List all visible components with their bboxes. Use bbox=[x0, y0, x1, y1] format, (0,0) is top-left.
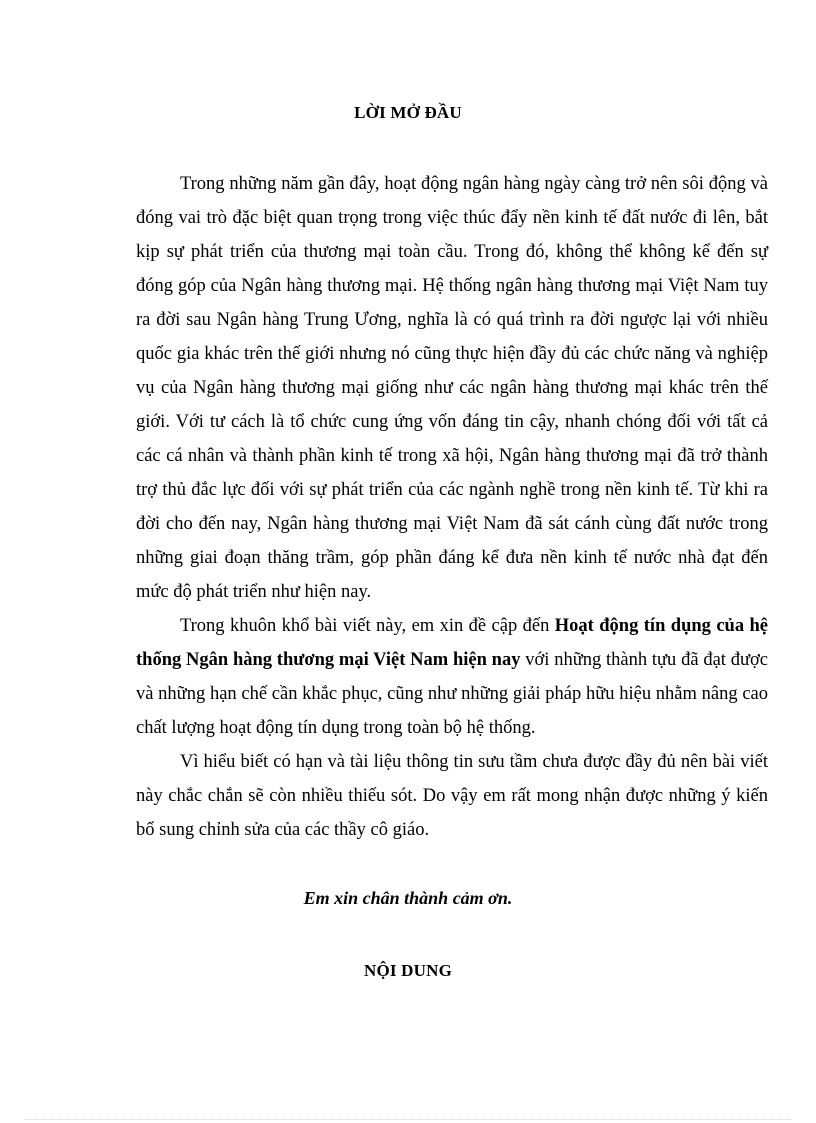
content-heading: NỘI DUNG bbox=[363, 961, 453, 980]
body-text bbox=[136, 167, 768, 847]
paragraph-2 bbox=[136, 609, 768, 745]
closing-line: Em xin chân thành cảm ơn. bbox=[303, 888, 513, 908]
intro-heading: LỜI MỞ ĐẦU bbox=[354, 103, 462, 122]
paragraph-3: Vì hiểu biết có hạn và tài liệu thông tin sưu tầm chưa được đầy đủ nên bài viết này chắc chắn sẽ còn nhiều thiếu sót. Do vậy em rất mong nhận được những ý kiến bổ sung chỉnh sửa của các thầy cô giáo. bbox=[136, 752, 768, 840]
paragraph-2-tail: với những thành tựu đã đạt được và những hạn chế cần khắc phục, cũng như những giải pháp hữu hiệu nhằm nâng cao chất lượng hoạt động tín dụng trong toàn bộ hệ thống. bbox=[136, 650, 768, 738]
paragraph-2-lead: Trong khuôn khổ bài viết này, em xin đề cập đến bbox=[180, 616, 555, 636]
paragraph-2-topic: Hoạt động tín dụng của hệ thống Ngân hàng thương mại Việt Nam hiện nay bbox=[136, 616, 768, 670]
paragraph-1: Trong những năm gần đây, hoạt động ngân hàng ngày càng trở nên sôi động và đóng vai trò đặc biệt quan trọng trong việc thúc đẩy nền kinh tế đất nước đi lên, bắt kịp sự phát triển của thương mại toàn cầu. Trong đó, không thể không kể đến sự đóng góp của Ngân hàng thương mại. Hệ thống ngân hàng thương mại Việt Nam tuy ra đời sau Ngân hàng Trung Ương, nghĩa là có quá trình ra đời ngược lại với nhiều quốc gia khác trên thế giới nhưng nó cũng thực hiện đầy đủ các chức năng và nghiệp vụ của Ngân hàng thương mại giống như các ngân hàng thương mại khác trên thế giới. Với tư cách là tổ chức cung ứng vốn đáng tin cậy, nhanh chóng đối với tất cả các cá nhân và thành phần kinh tế trong xã hội, Ngân hàng thương mại đã trở thành trợ thủ đắc lực đối với sự phát triển của các ngành nghề trong nền kinh tế. Từ khi ra đời cho đến nay, Ngân hàng thương mại Việt Nam đã sát cánh cùng đất nước trong những giai đoạn thăng trầm, góp phần đáng kể đưa nền kinh tế nước nhà đạt đến mức độ phát triển như hiện nay. bbox=[136, 174, 768, 602]
page-bottom-divider bbox=[24, 1119, 792, 1120]
